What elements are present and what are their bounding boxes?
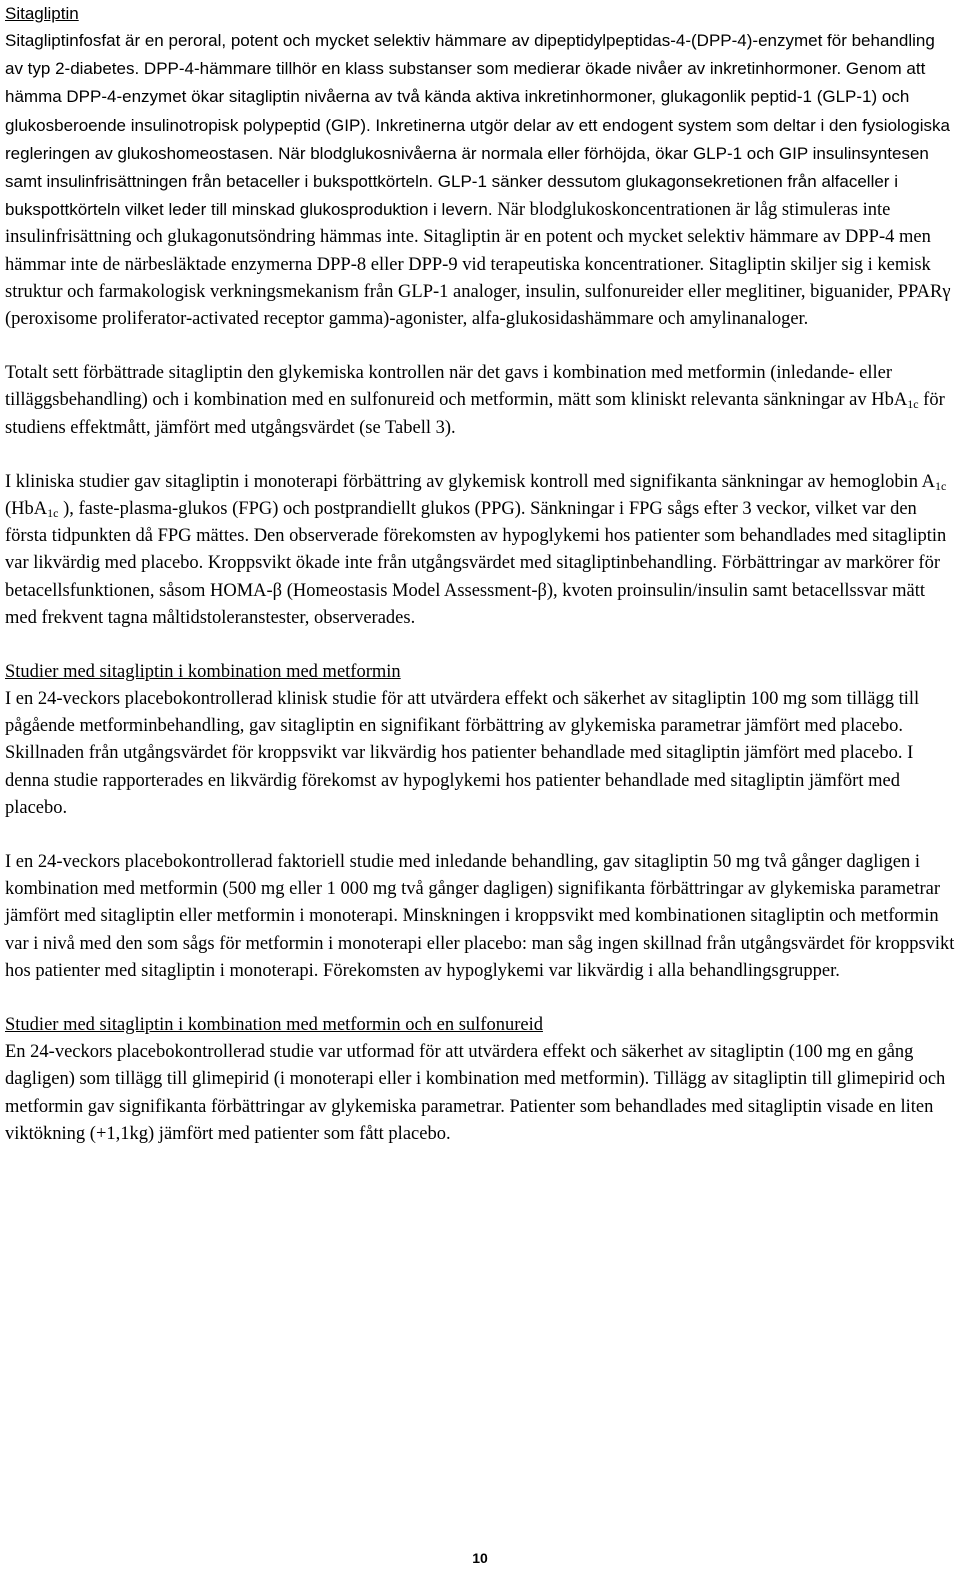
paragraph-mechanism — [5, 27, 955, 333]
paragraph-gap — [5, 632, 955, 659]
a1c-subscript: 1c — [934, 478, 947, 493]
document-page — [5, 0, 955, 1148]
paragraph-mechanism-part-a: Sitagliptinfosfat är en peroral, potent och mycket selektiv hämmare av dipeptidylpeptidas-4-(DPP-4)-enzymet för behandling av typ 2-diabetes. DPP-4-hämmare tillhör en klass substanser som medierar ökade nivåer av inkretinhormoner. Genom att hämma DPP-4-enzymet ökar sitagliptin nivåerna av två kända aktiva inkretinhormoner, glukagonlik peptid-1 (GLP-1) och glukosberoende insulinotropisk polypeptid (GIP). Inkretinerna utgör delar av ett endogent system som deltar i den fysiologiska regleringen av glukoshomeostasen. När blodglukosnivåerna är normala eller förhöjda, ökar GLP-1 och GIP insulinsyntesen samt insulinfrisättningen från betaceller i bukspottkörteln. GLP-1 sänker dessutom glukagonsekretionen från alfaceller i bukspottkörteln vilket leder till minskad glukosproduktion i levern. — [5, 31, 950, 220]
section-heading-sitagliptin: Sitagliptin — [5, 4, 79, 23]
paragraph-gap — [5, 333, 955, 360]
paragraph-mechanism-part-b: När blodglukoskoncentrationen är låg stimuleras inte insulinfrisättning och glukagonutsöndring hämmas inte. Sitagliptin är en potent och mycket selektiv hämmare av DPP-4 men hämmar inte de närbesläktade enzymerna DPP-8 eller DPP-9 vid terapeutiska koncentrationer. Sitagliptin skiljer sig i kemisk struktur och farmakologisk verkningsmekanism från GLP-1 analoger, insulin, sulfonureider eller meglitiner, biguanider, PPARγ (peroxisome proliferator-activated receptor gamma)-agonister, alfa-glukosidashämmare och amylinanaloger. — [5, 200, 951, 330]
paragraph-monotherapy — [5, 469, 955, 632]
paragraph-gap — [5, 442, 955, 469]
paragraph-metformin-addon: I en 24-veckors placebokontrollerad klinisk studie för att utvärdera effekt och säkerhet av sitagliptin 100 mg som tillägg till pågående metforminbehandling, gav sitagliptin en signifikant förbättring av glykemiska parametrar jämfört med placebo. Skillnaden från utgångsvärdet för kroppsvikt var likvärdig hos patienter behandlade med sitagliptin jämfört med placebo. I denna studie rapporterades en likvärdig förekomst av hypoglykemi hos patienter behandlade med sitagliptin jämfört med placebo. — [5, 689, 920, 818]
hba1c-subscript: 1c — [47, 506, 59, 521]
section-heading-metformin: Studier med sitagliptin i kombination med metformin — [5, 662, 401, 683]
paragraph-gap — [5, 822, 955, 849]
paragraph-overall-effect — [5, 360, 955, 442]
paragraph-monotherapy-text-c: ), faste-plasma-glukos (FPG) och postprandiellt glukos (PPG). Sänkningar i FPG sågs efter 3 veckor, vilket var den första tidpunkten då FPG mättes. Den observerade förekomsten av hypoglykemi hos patienter som behandlades med sitagliptin var likvärdig med placebo. Kroppsvikt ökade inte från utgångsvärdet med sitagliptinbehandling. Förbättringar av markörer för betacellsfunktionen, såsom HOMA-β (Homeostasis Model Assessment-β), kvoten proinsulin/insulin samt betacellssvar mätt med frekvent tagna måltidstoleranstester, observerades. — [5, 499, 947, 628]
paragraph-glimepirid: En 24-veckors placebokontrollerad studie var utformad för att utvärdera effekt och säkerhet av sitagliptin (100 mg en gång dagligen) som tillägg till glimepirid (i monoterapi eller i kombination med metformin). Tillägg av sitagliptin till glimepirid och metformin gav signifikanta förbättringar av glykemiska parametrar. Patienter som behandlades med sitagliptin visade en liten viktökning (+1,1kg) jämfört med patienter som fått placebo. — [5, 1042, 946, 1144]
paragraph-monotherapy-text-b: (HbA — [5, 499, 48, 520]
section-heading-metformin-sulfonureid: Studier med sitagliptin i kombination med metformin och en sulfonureid — [5, 1015, 543, 1036]
paragraph-metformin-factorial: I en 24-veckors placebokontrollerad faktoriell studie med inledande behandling, gav sitagliptin 50 mg två gånger dagligen i kombination med metformin (500 mg eller 1 000 mg två gånger dagligen) signifikanta förbättringar av glykemiska parametrar jämfört med sitagliptin eller metformin i monoterapi. Minskningen i kroppsvikt med kombinationen sitagliptin och metformin var i nivå med den som sågs för metformin i monoterapi eller placebo: man såg ingen skillnad från utgångsvärdet för kroppsvikt hos patienter med sitagliptin i monoterapi. Förekomsten av hypoglykemi var likvärdig i alla behandlingsgrupper. — [5, 852, 955, 981]
paragraph-overall-effect-text-a: Totalt sett förbättrade sitagliptin den glykemiska kontrollen när det gavs i kombination med metformin (inledande- eller tilläggsbehandling) och i kombination med en sulfonureid och metformin, mätt som kliniskt relevanta sänkningar av HbA — [5, 363, 908, 411]
page-number: 10 — [472, 1550, 488, 1566]
paragraph-monotherapy-text-a: I kliniska studier gav sitagliptin i monoterapi förbättring av glykemisk kontroll med signifikanta sänkningar av hemoglobin A — [5, 471, 935, 492]
paragraph-gap — [5, 985, 955, 1012]
hba1c-subscript: 1c — [907, 397, 919, 412]
paragraph-overall-effect-text-b: för studiens effektmått, jämfört med utgångsvärdet (se Tabell 3). — [5, 390, 945, 438]
